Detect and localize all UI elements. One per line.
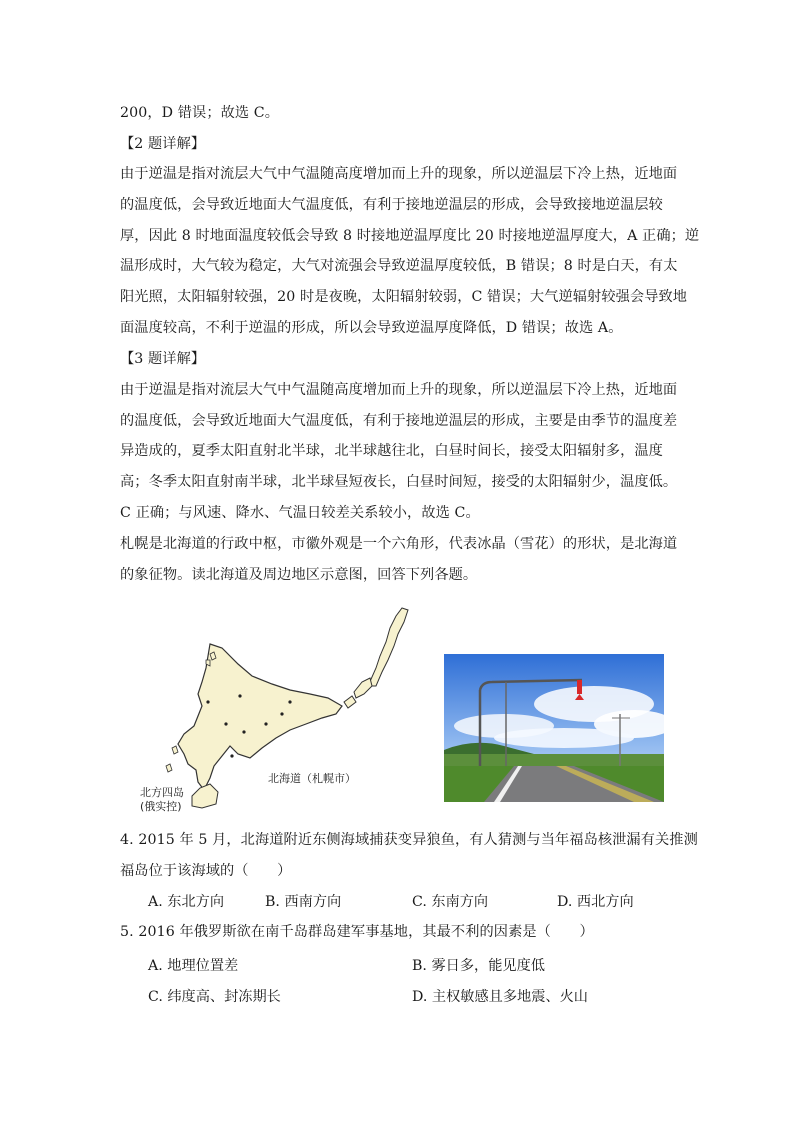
honshu-tip-shape: [192, 784, 218, 808]
city-dot: [230, 754, 233, 757]
kuril-island-shape: [368, 608, 408, 686]
q4-option-d[interactable]: D. 西北方向: [557, 894, 634, 910]
q3-line: 高；冬季太阳直射南半球，北半球昼短夜长，白昼时间短，接受的太阳辐射少，温度低。: [120, 474, 678, 490]
q2-line: 的温度低，会导致近地面大气温度低，有利于接地逆温层的形成，会导致接地逆温层较: [120, 197, 663, 213]
city-dot: [224, 722, 227, 725]
map-label-hokkaido: 北海道（札幌市）: [268, 772, 356, 785]
q4-option-c[interactable]: C. 东南方向: [412, 894, 489, 910]
map-label-islands-note: (俄实控): [140, 800, 182, 813]
city-dot: [280, 712, 283, 715]
q5-option-c[interactable]: C. 纬度高、封冻期长: [148, 989, 281, 1005]
city-dot: [242, 730, 245, 733]
road-photo-graphic: [444, 654, 664, 802]
city-dot: [238, 694, 241, 697]
q5-option-a[interactable]: A. 地理位置差: [148, 958, 239, 974]
city-dot: [264, 722, 267, 725]
intro-line: 的象征物。读北海道及周边地区示意图，回答下列各题。: [120, 567, 478, 583]
q2-line: 面温度较高，不利于逆温的形成，所以会导致逆温厚度降低，D 错误；故选 A。: [120, 320, 623, 336]
q3-line: 由于逆温是指对流层大气中气温随高度增加而上升的现象，所以逆温层下冷上热，近地面: [120, 382, 678, 398]
q5-stem: 5. 2016 年俄罗斯欲在南千岛群岛建军事基地，其最不利的因素是（ ）: [120, 924, 594, 940]
q3-heading: 【3 题详解】: [120, 351, 206, 367]
small-island-shape: [166, 764, 172, 772]
q4-option-a[interactable]: A. 东北方向: [148, 894, 225, 910]
q3-line: 的温度低，会导致近地面大气温度低，有利于接地逆温层的形成，主要是由季节的温度差: [120, 413, 678, 429]
q3-line: C 正确；与风速、降水、气温日较差关系较小，故选 C。: [120, 505, 480, 521]
q4-stem-continued: 福岛位于该海域的（ ）: [120, 863, 292, 879]
q4-stem: 4. 2015 年 5 月，北海道附近东侧海域捕获变异狼鱼，有人猜测与当年福岛核泄漏有关推测: [120, 832, 698, 848]
map-label-islands: 北方四岛: [140, 786, 184, 799]
intro-line: 札幌是北海道的行政中枢，市徽外观是一个六角形，代表冰晶（雪花）的形状，是北海道: [120, 536, 678, 552]
q2-heading: 【2 题详解】: [120, 136, 206, 152]
q2-line: 厚，因此 8 时地面温度较低会导致 8 时接地逆温厚度比 20 时接地逆温厚度大，A 正确；逆: [120, 228, 700, 244]
q5-option-b[interactable]: B. 雾日多，能见度低: [412, 958, 545, 974]
road-photo: [444, 654, 664, 802]
q5-option-d[interactable]: D. 主权敏感且多地震、火山: [412, 989, 588, 1005]
city-dot: [206, 700, 209, 703]
small-island-shape: [172, 746, 178, 754]
q2-line: 阳光照，太阳辐射较强，20 时是夜晚，太阳辐射较弱，C 错误；大气逆辐射较强会导致地: [120, 289, 688, 305]
hokkaido-map: [140, 606, 440, 813]
kuril-island-shape: [344, 696, 356, 708]
q4-option-b[interactable]: B. 西南方向: [265, 894, 342, 910]
q2-line: 温形成时，大气较为稳定，大气对流强会导致逆温厚度较低，B 错误；8 时是白天，有太: [120, 258, 678, 274]
q1-conclusion: 200，D 错误；故选 C。: [120, 105, 280, 121]
kuril-island-shape: [354, 678, 372, 698]
hokkaido-shape: [178, 644, 342, 790]
city-dot: [288, 700, 291, 703]
q3-line: 异造成的，夏季太阳直射北半球，北半球越往北，白昼时间长，接受太阳辐射多，温度: [120, 443, 663, 459]
q2-line: 由于逆温是指对流层大气中气温随高度增加而上升的现象，所以逆温层下冷上热，近地面: [120, 166, 678, 182]
